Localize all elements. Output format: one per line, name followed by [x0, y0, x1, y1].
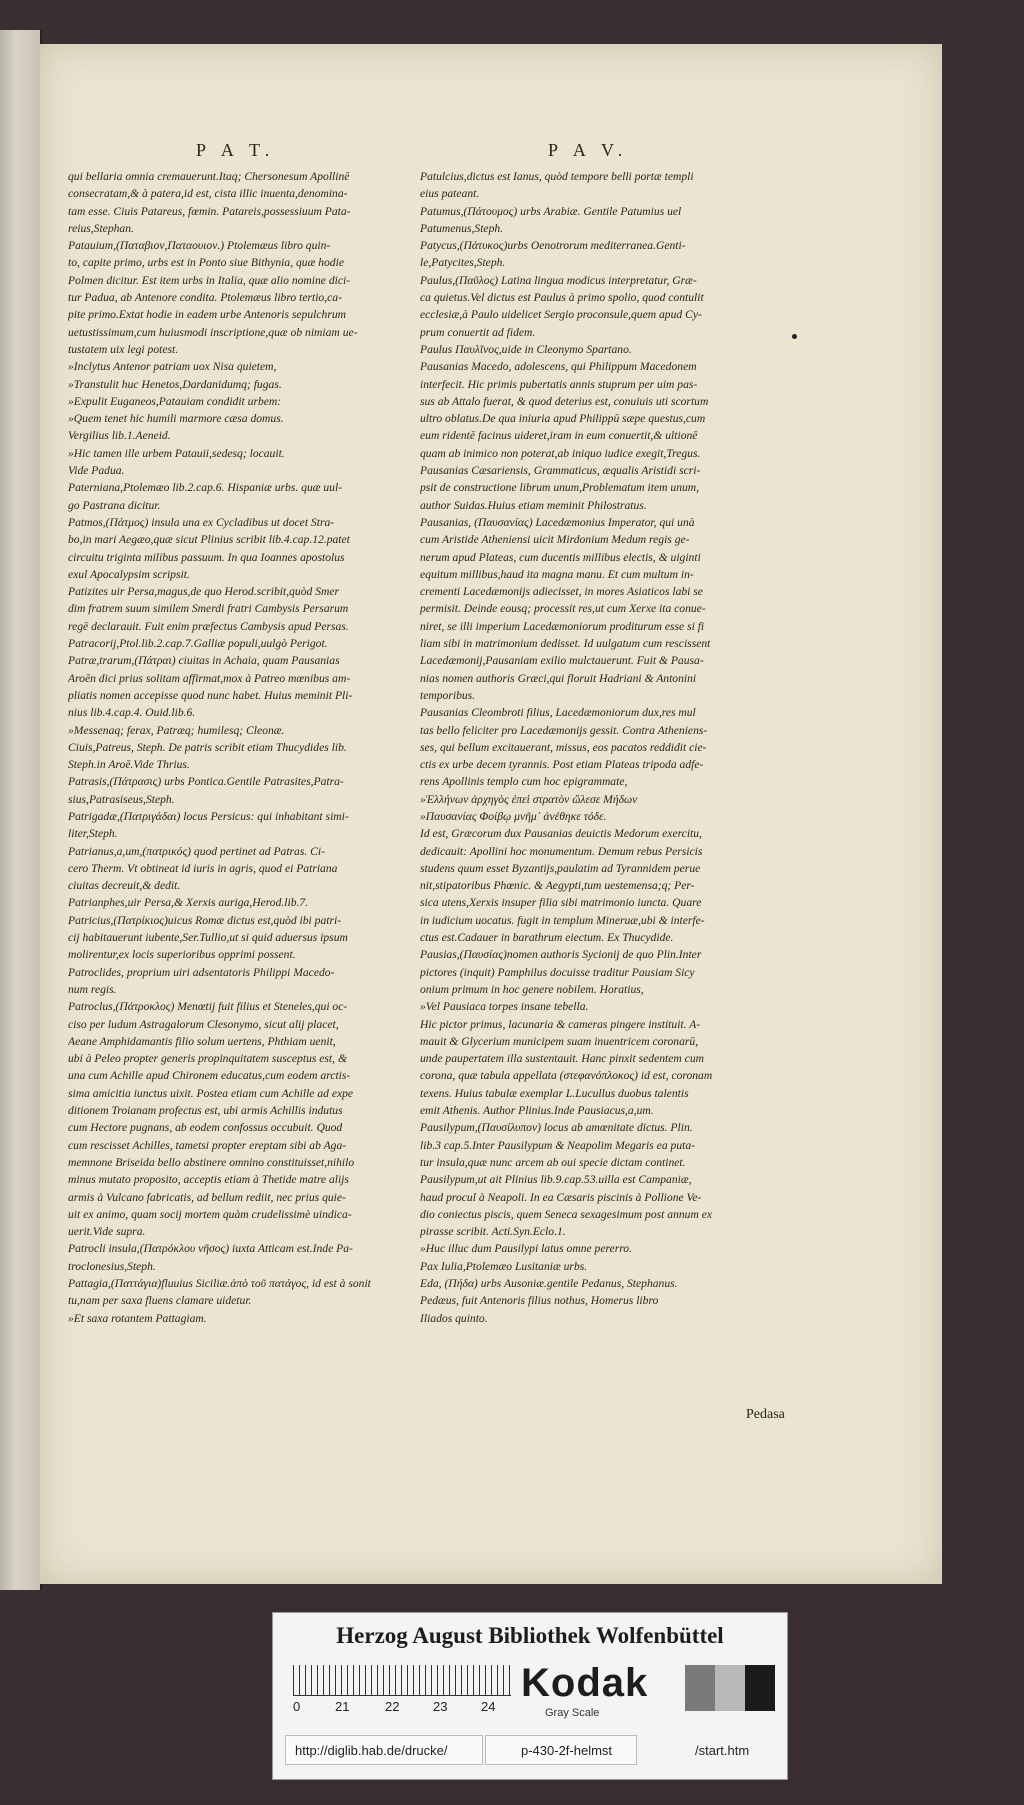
text-line: ultro oblatus.De qua iniuria apud Philippū sæpe questus,cum	[420, 412, 706, 426]
text-line: equitum millibus,haud ita magna manu. Et cum multum in-	[420, 567, 694, 581]
text-line: Patrasis,(Πάτρασις) urbs Pontica.Gentile Patrasites,Patra-	[68, 775, 344, 789]
text-line: to, capite primo, urbs est in Ponto siue Bithynia, quæ hodie	[68, 256, 344, 270]
text-line: nerum apud Plateas, cum ducentis millibus electis, & uiginti	[420, 550, 701, 564]
text-line: crementi Lacedæmonijs adiecisset, in mores Asiaticos labi se	[420, 585, 703, 599]
ruler-number: 21	[335, 1699, 350, 1714]
text-line: dedicauit: Apollini hoc monumentum. Demum rebus Persicis	[420, 844, 703, 858]
text-line: Patrigadæ,(Πατριγάδαι) locus Persicus: qui inhabitant simi-	[68, 809, 349, 823]
color-target-card	[272, 1612, 788, 1780]
text-line: corona, quæ tabula appellata (στεφανόπλοκος) id est, coronam	[420, 1069, 713, 1083]
text-line: eius pateant.	[420, 187, 480, 201]
text-line: Pausanias Cleombroti filius, Lacedæmoniorum dux,res mul	[420, 706, 696, 720]
text-line: memnone Briseida bello abstinere omnino constituisset,nihilo	[68, 1155, 355, 1169]
text-line: Paulus,(Παῦλος) Latina lingua modicus interpretatur, Græ-	[420, 273, 697, 287]
text-line: liam sibi in matrimonium dedisset. Id uulgatum cum rescissent	[420, 637, 711, 651]
text-line: Patulcius,dictus est Ianus, quòd tempore belli portæ templi	[420, 170, 694, 183]
text-line: eum ridentē facinus uideret,iram in eum conuertit,& ultionē	[420, 429, 698, 443]
text-line: nias nomen authoris Græci,qui floruit Hadriani & Antonini	[420, 671, 697, 685]
text-line: haud procul à Neapoli. In ea Cæsaris piscinis à Pollione Ve-	[420, 1190, 702, 1204]
text-line: tur Padua, ab Antenore condita. Ptolemæus libro tertio,ca-	[68, 291, 342, 305]
scanned-book-page	[40, 44, 942, 1584]
text-line: cij habitauerunt iubente,Ser.Tullio,ut si quid aduersus ipsum	[68, 931, 348, 945]
kodak-logo-text: Kodak	[521, 1661, 649, 1705]
text-line: cum Hectore pugnans, ab eodem confossus occubuit. Quod	[68, 1121, 343, 1135]
url-mid[interactable]: p-430-2f-helmst	[521, 1743, 613, 1758]
left-text-column	[68, 168, 464, 1327]
text-line: Patumus,(Πάτουμος) urbs Arabiæ. Gentile Patumius uel	[420, 204, 682, 218]
text-line: sica utens,Xerxis insuper filia sibi matrimonio iuncta. Quare	[420, 896, 702, 910]
text-line: Patmos,(Πάτμος) insula una ex Cycladibus ut docet Stra-	[68, 515, 335, 529]
text-line: Aeane Amphidamantis filio solum uertens, Phthiam uenit,	[68, 1034, 336, 1048]
text-line: Pausanias, (Παυσανίας) Lacedæmonius Imperator, qui unà	[420, 515, 695, 529]
black-swatch	[745, 1665, 775, 1711]
ruler-numbers	[293, 1699, 511, 1717]
text-line: Patrianphes,uir Persa,& Xerxis auriga,Herod.lib.7.	[68, 896, 309, 910]
running-head-left: P A T.	[196, 140, 276, 160]
text-line: studens quum esset Byzantijs,paulatim ad Tyrannidem perue	[420, 861, 701, 875]
text-line: Pausilypum,ut ait Plinius lib.9.cap.53.uilla est Campaniæ,	[420, 1173, 692, 1187]
text-line: num regis.	[68, 982, 117, 996]
text-line: ses, qui bellum excitauerant, missus, eos pacatos reddidit cie-	[420, 740, 707, 754]
text-line: troclonesius,Steph.	[68, 1259, 156, 1273]
text-line: Pausilypum,(Παυσίλυπον) locus ab amœnitate dictus. Plin.	[420, 1121, 693, 1135]
text-line: ciuitas decreuit,& dedit.	[68, 879, 181, 893]
text-line: Vide Padua.	[68, 464, 125, 478]
text-line: consecratam,& à patera,id est, cista illic inuenta,denomina-	[68, 187, 348, 201]
text-line: Pedæus, fuit Antenoris filius nothus, Homerus libro	[420, 1294, 659, 1308]
library-name: Herzog August Bibliothek Wolfenbüttel	[336, 1623, 724, 1648]
text-line: liter,Steph.	[68, 827, 118, 841]
text-line: cum Aristide Atheniensi uicit Mirdonium Medum regis ge-	[420, 533, 690, 547]
text-line: exul Apocalypsim scripsit.	[68, 567, 190, 581]
text-line: psit de constructione librum unum,Problematum item unum,	[420, 481, 700, 495]
text-line: Patauium,(Παταβιον,Παταουιον.) Ptolemæus libro quin-	[68, 239, 331, 253]
ruler-number: 23	[433, 1699, 448, 1714]
text-line: nius lib.4.cap.4. Ouid.lib.6.	[68, 706, 196, 720]
text-line: in iudicium uocatus. fugit in templum Mineruæ,ubi & interfe-	[420, 913, 705, 927]
text-line: uetustissimum,cum huiusmodi inscriptione,quæ ob nimiam ue-	[68, 325, 358, 339]
text-line: le,Patycites,Steph.	[420, 256, 506, 270]
ruler-number: 22	[385, 1699, 400, 1714]
text-line: pirasse scribit. Acti.Syn.Eclo.1.	[420, 1225, 566, 1239]
text-line: cum rescisset Achilles, tametsi propter ereptam sibi ab Aga-	[68, 1138, 347, 1152]
text-line: Patroclides, proprium uiri adsentatoris Philippi Macedo-	[68, 965, 335, 979]
text-line: Patricius,(Πατρίκιος)uicus Romæ dictus est,quòd ibi patri-	[68, 913, 342, 927]
text-line: ca quietus.Vel dictus est Paulus à primo spolio, quod contulit	[420, 291, 704, 305]
text-line: »Hic tamen ille urbem Patauii,sedesq; locauit.	[68, 446, 285, 460]
text-line: una cum Achille apud Chironem educatus,cum eodem arctis-	[68, 1069, 351, 1083]
text-line: mauit & Glycerium municipem suam inuentricem coronarū,	[420, 1034, 699, 1048]
text-line: permisit. Deinde eousq; processit res,ut cum Xerxe ita conue-	[420, 602, 706, 616]
text-line: nit,stipatoribus Phœnic. & Aegypti,tum uestemensa;q; Per-	[420, 879, 695, 893]
text-line: Eda, (Πήδα) urbs Ausoniæ.gentile Pedanus, Stephanus.	[420, 1277, 678, 1290]
text-line: qui bellaria omnia cremauerunt.Itaq; Chersonesum Apollinē	[68, 170, 350, 183]
text-line: pictores (inquit) Pamphilus docuisse traditur Pausiam Sicy	[420, 965, 695, 979]
text-line: Pausias,(Παυσίας)nomen authoris Sycionij de quo Plin.Inter	[420, 948, 702, 962]
text-line: »Huc illuc dum Pausilypi latus omne pererro.	[420, 1242, 632, 1256]
text-line: Pattagia,(Παττάγια)fluuius Siciliæ.ἀπὸ τοῦ πατάγος, id est à sonit	[68, 1277, 371, 1290]
text-line: ecclesiæ,à Paulo uidelicet Sergio proconsule,quem apud Cy-	[420, 308, 702, 322]
text-line: tam esse. Ciuis Patareus, fœmin. Patareis,possessiuum Pata-	[68, 204, 351, 218]
scale-ruler	[293, 1665, 511, 1696]
text-line: ubi à Peleo propter generis propinquitatem susceptus est, &	[68, 1052, 347, 1066]
text-line: pliatis nomen accepisse quod nunc habet. Huius meminit Pli-	[68, 688, 353, 702]
text-line: Patracorij,Ptol.lib.2.cap.7.Galliæ populi,uulgò Perigot.	[68, 637, 328, 651]
right-text-column	[420, 168, 802, 1327]
text-line: reius,Stephan.	[68, 221, 134, 235]
url-right[interactable]: /start.htm	[695, 1743, 750, 1758]
text-line: Patrocli insula,(Πατρόκλου νῆσος) iuxta Atticam est.Inde Pa-	[68, 1242, 353, 1256]
text-line: Vergilius lib.1.Aeneid.	[68, 429, 171, 443]
text-line: dim fratrem suum similem Smerdi fratri Cambysis Persarum	[68, 602, 349, 616]
light-swatch	[715, 1665, 745, 1711]
text-line: »Inclytus Antenor patriam uox Nisa quietem,	[68, 360, 277, 374]
text-line: texens. Huius tabulæ exemplar L.Lucullus duobus talentis	[420, 1086, 689, 1100]
text-line: ctus est.Cadauer in barathrum eiectum. Ex Thucydide.	[420, 931, 674, 945]
text-line: niret, se illi imperium Lacedæmoniorum proditurum esse si fi	[420, 619, 705, 633]
text-line: Hic pictor primus, lacunaria & cameras pingere instituit. A-	[420, 1017, 701, 1031]
text-line: author Suidas.Huius etiam meminit Philostratus.	[420, 498, 647, 512]
text-line: »Vel Pausiaca torpes insane tebella.	[420, 1000, 589, 1014]
text-line: ctis ex urbe decem tyrannis. Post etiam Plateas tripoda adfe-	[420, 758, 704, 772]
ruler-number: 0	[293, 1699, 301, 1714]
text-line: molirentur,ex locis superioribus opprimi possent.	[68, 948, 296, 962]
catchword: Pedasa	[746, 1407, 785, 1422]
text-line: temporibus.	[420, 688, 476, 702]
text-line: Iliados quinto.	[420, 1311, 488, 1325]
text-line: regē declarauit. Fuit enim præfectus Cambysis apud Persas.	[68, 619, 349, 633]
text-line: Steph.in Aroē.Vide Thrius.	[68, 758, 190, 772]
text-line: dio coniectus piscis, quem Seneca sexagesimum post annum ex	[420, 1207, 713, 1221]
text-line: Pax Iulia,Ptolemæo Lusitaniæ urbs.	[420, 1259, 588, 1273]
text-line: uit ex animo, quam socij mortem quàm crudelissimè uindica-	[68, 1207, 352, 1221]
url-left[interactable]: http://diglib.hab.de/drucke/	[295, 1743, 448, 1758]
text-line: uerit.Vide supra.	[68, 1225, 146, 1239]
text-line: ciso per ludum Astragalorum Clesonymo, sicut alij placet,	[68, 1017, 339, 1031]
text-line: Patræ,trarum,(Πάτραι) ciuitas in Achaia, quam Pausanias	[68, 654, 340, 668]
text-line: Patroclus,(Πάτροκλος) Menœtij fuit filius et Steneles,qui oc-	[68, 1000, 348, 1014]
text-line: Patycus,(Πάτυκος)urbs Oenotrorum mediterranea.Genti-	[420, 239, 686, 253]
text-line: ditionem Troianam profectus est, ubi armis Achillis indutus	[68, 1104, 343, 1118]
text-line: minus mutato proposito, acceptis etiam à Thetide matre alijs	[68, 1173, 349, 1187]
text-line: »Expulit Euganeos,Patauiam condidit urbem:	[68, 394, 282, 408]
ruler-number: 24	[481, 1699, 496, 1714]
running-head-right: P A V.	[548, 140, 629, 160]
text-line: »Et saxa rotantem Pattagiam.	[68, 1311, 207, 1325]
text-line: »Transtulit huc Henetos,Dardanidumq; fugas.	[68, 377, 282, 391]
text-line: Ciuis,Patreus, Steph. De patris scribit etiam Thucydides lib.	[68, 740, 347, 754]
text-line: »Quem tenet hic humili marmore cæsa domus.	[68, 412, 284, 426]
text-line: interfecit. Hic primis pubertatis annis stuprum per uim pas-	[420, 377, 698, 391]
text-line: Aroēn dici prius solitam affirmat,mox à Patreo mœnibus am-	[68, 671, 351, 685]
text-line: Pausanias Cæsariensis, Grammaticus, æqualis Aristidi scri-	[420, 464, 701, 478]
text-line: Patizites uir Persa,magus,de quo Herod.scribit,quòd Smer	[68, 585, 340, 599]
text-line: rens Apollinis templo cum hoc epigrammate,	[420, 775, 628, 789]
text-line: Paulus Παυλῖνος,uide in Cleonymo Spartano.	[420, 342, 632, 356]
text-line: »Ἑλλήνων ἀρχηγὸς ἐπεὶ στρατὸν ὤλεσε Μήδων	[420, 792, 638, 806]
text-line: Lacedæmonij,Pausaniam exilio mulctauerunt. Fuit & Pausa-	[420, 654, 704, 668]
text-line: sus ab Attalo fuerat, & quod deterius est, conuiuis uti scortum	[420, 394, 709, 408]
gray-scale-label: Gray Scale	[545, 1707, 600, 1719]
text-line: lib.3 cap.5.Inter Pausilypum & Neapolim Megaris ea puta-	[420, 1138, 695, 1152]
text-line: Paterniana,Ptolemæo lib.2.cap.6. Hispaniæ urbs. quæ uul-	[68, 481, 343, 495]
text-line: tas bello feliciter pro Lacedæmonijs gessit. Contra Atheniens-	[420, 723, 708, 737]
gray-swatch	[685, 1665, 715, 1711]
text-line: circuitu triginta milibus passuum. In qua Ioannes apostolus	[68, 550, 345, 564]
text-line: tustatem uix legi potest.	[68, 342, 179, 356]
text-line: armis à Vulcano fabricatis, ad bellum rediit, nec prius quie-	[68, 1190, 346, 1204]
text-line: unde paupertatem illa sustentauit. Hanc pinxit sedentem cum	[420, 1052, 704, 1066]
text-line: Patumenus,Steph.	[420, 221, 504, 235]
text-line: »Messenaq; ferax, Patræq; humilesq; Cleonæ.	[68, 723, 285, 737]
text-line: sius,Patrasiseus,Steph.	[68, 792, 175, 806]
text-line: pite primo.Extat hodie in eadem urbe Antenoris sepulchrum	[68, 308, 346, 322]
text-line: Pausanias Macedo, adolescens, qui Philippum Macedonem	[420, 360, 697, 374]
text-line: go Pastrana dicitur.	[68, 498, 161, 512]
text-line: Patrianus,a,um,(πατρικός) quod pertinet ad Patras. Ci-	[68, 844, 325, 858]
text-line: sima amicitia iunctus uixit. Postea etiam cum Achille ad expe	[68, 1086, 354, 1100]
book-page-edge	[0, 30, 42, 1590]
text-line: Id est, Græcorum dux Pausanias deuictis Medorum exercitu,	[420, 827, 702, 841]
text-line: bo,in mari Aegæo,quæ sicut Plinius scribit lib.4.cap.12.patet	[68, 533, 350, 547]
text-line: prum conuertit ad fidem.	[420, 325, 536, 339]
text-line: onium primum in hoc genere nobilem. Horatius,	[420, 982, 644, 996]
text-line: cero Therm. Vt obtineat id iuris in agris, quod ei Patriana	[68, 861, 338, 875]
text-line: Polmen dicitur. Est item urbs in Italia, quæ alio nomine dici-	[68, 273, 351, 287]
text-line: tur insula,quæ nunc arcem ab oui specie dictam continet.	[420, 1155, 686, 1169]
text-line: emit Athenis. Author Plinius.Inde Pausiacus,a,um.	[420, 1104, 654, 1118]
text-line: tu,nam per saxa fluens clamare uidetur.	[68, 1294, 252, 1308]
text-line: quam ab inimico non poterat,ab iniquo iudice exegit,Tregus.	[420, 446, 701, 460]
text-line: »Παυσανίας Φοίβῳ μνῆμ᾽ ἀνέθηκε τόδε.	[420, 809, 607, 823]
